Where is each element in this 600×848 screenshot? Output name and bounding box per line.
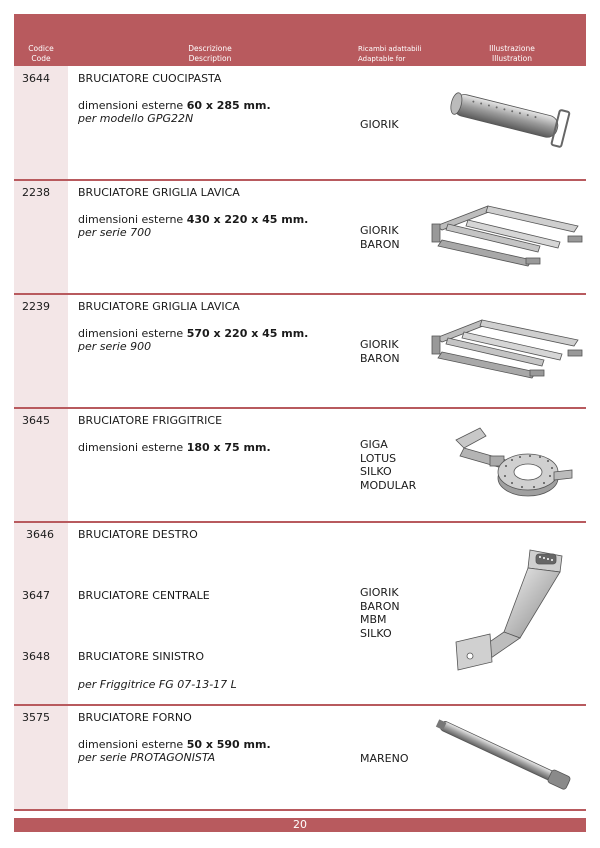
page-number: 20 — [293, 818, 307, 831]
row-adaptable: GIGA LOTUS SILKO MODULAR — [360, 438, 417, 492]
row-separator — [14, 293, 586, 295]
row-code: 3647 — [22, 589, 50, 602]
row-note: per Friggitrice FG 07-13-17 L — [78, 678, 237, 691]
row-note: per modello GPG22N — [78, 112, 194, 125]
row-adaptable: GIORIK BARON — [360, 224, 400, 251]
fryer-burner-icon — [450, 542, 576, 674]
top-band — [14, 14, 586, 40]
row-separator — [14, 809, 586, 811]
grill-burner-icon — [428, 312, 586, 382]
header-description: Descrizione Description — [188, 44, 232, 63]
row-adaptable: MARENO — [360, 752, 409, 765]
row-separator — [14, 407, 586, 409]
row-code: 2239 — [22, 300, 50, 313]
header-illustration: Illustrazione Illustration — [489, 44, 535, 63]
row-separator — [14, 179, 586, 181]
code-column-background — [14, 66, 68, 810]
row-title: BRUCIATORE CENTRALE — [78, 589, 210, 602]
row-adaptable: GIORIK BARON — [360, 338, 400, 365]
round-burner-icon — [450, 420, 580, 512]
tube-burner-icon — [440, 80, 580, 160]
row-code: 3575 — [22, 711, 50, 724]
row-code: 3646 — [26, 528, 54, 541]
header-adaptable: Ricambi adattabili Adaptable for — [358, 45, 422, 63]
grill-burner-icon — [428, 196, 586, 272]
row-separator — [14, 704, 586, 706]
row-dimensions: dimensioni esterne 60 x 285 mm. — [78, 99, 271, 112]
row-dimensions: dimensioni esterne 180 x 75 mm. — [78, 441, 271, 454]
row-code: 3644 — [22, 72, 50, 85]
row-code: 3645 — [22, 414, 50, 427]
row-note: per serie 900 — [78, 340, 152, 353]
row-separator — [14, 521, 586, 523]
row-title: BRUCIATORE DESTRO — [78, 528, 198, 541]
row-adaptable: GIORIK BARON MBM SILKO — [360, 586, 400, 640]
row-title: BRUCIATORE FRIGGITRICE — [78, 414, 223, 427]
row-dimensions: dimensioni esterne 50 x 590 mm. — [78, 738, 271, 751]
row-title: BRUCIATORE SINISTRO — [78, 650, 205, 663]
row-title: BRUCIATORE FORNO — [78, 711, 192, 724]
row-dimensions: dimensioni esterne 570 x 220 x 45 mm. — [78, 327, 309, 340]
row-note: per serie 700 — [78, 226, 152, 239]
row-note: per serie PROTAGONISTA — [78, 751, 216, 764]
row-title: BRUCIATORE GRIGLIA LAVICA — [78, 300, 240, 313]
row-code: 3648 — [22, 650, 50, 663]
row-code: 2238 — [22, 186, 50, 199]
row-dimensions: dimensioni esterne 430 x 220 x 45 mm. — [78, 213, 309, 226]
oven-burner-icon — [430, 714, 582, 798]
header-code: Codice Code — [28, 44, 54, 63]
row-title: BRUCIATORE CUOCIPASTA — [78, 72, 222, 85]
row-title: BRUCIATORE GRIGLIA LAVICA — [78, 186, 240, 199]
row-adaptable: GIORIK — [360, 118, 399, 131]
